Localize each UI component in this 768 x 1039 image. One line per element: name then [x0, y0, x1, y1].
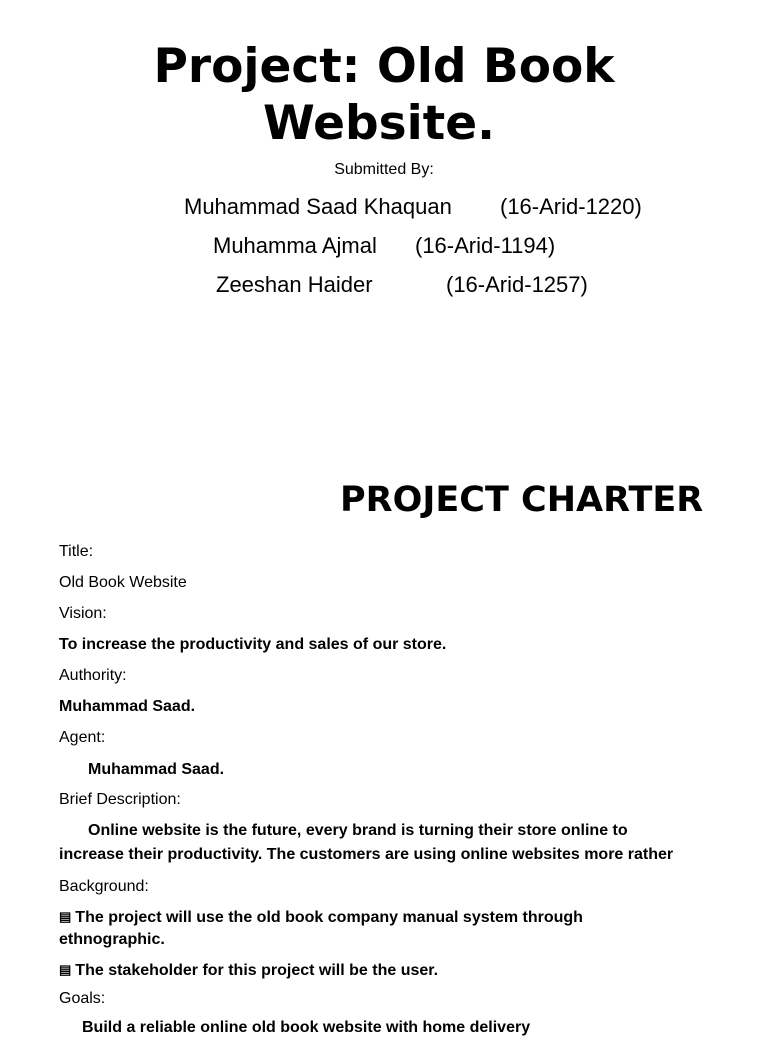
bullet-icon: ▤	[59, 909, 72, 924]
brief-description-label: Brief Description:	[59, 791, 181, 808]
submitted-by-label: Submitted By:	[334, 161, 434, 178]
agent-label: Agent:	[59, 729, 106, 746]
bullet-icon: ▤	[59, 962, 72, 977]
member-id: (16-Arid-1220)	[500, 194, 642, 219]
goals-label: Goals:	[59, 990, 106, 1007]
goals-item-partial: Build a reliable online old book website with home delivery	[82, 1019, 531, 1036]
background-item-continued: ethnographic.	[59, 931, 165, 948]
brief-description-line: increase their productivity. The customers are using online websites more rather	[59, 846, 674, 863]
background-item-text: The stakeholder for this project will be the user.	[75, 962, 439, 979]
title-value: Old Book Website	[59, 574, 187, 591]
title-line-2: Website.	[263, 96, 495, 151]
document-title	[0, 38, 768, 152]
member-name: Zeeshan Haider	[216, 272, 373, 297]
member-name: Muhamma Ajmal	[213, 233, 377, 258]
brief-description-line: Online website is the future, every brand is turning their store online to	[88, 822, 628, 839]
background-item-text: The project will use the old book company manual system through	[75, 909, 583, 926]
agent-value: Muhammad Saad.	[88, 761, 225, 778]
member-name: Muhammad Saad Khaquan	[184, 194, 452, 219]
background-item	[59, 958, 719, 982]
authority-value: Muhammad Saad.	[59, 698, 196, 715]
authority-label: Authority:	[59, 667, 127, 684]
charter-heading: PROJECT CHARTER	[340, 480, 704, 520]
title-label: Title:	[59, 543, 94, 560]
vision-label: Vision:	[59, 605, 107, 622]
vision-value: To increase the productivity and sales of our store.	[59, 636, 447, 653]
title-line-1: Project: Old Book	[153, 39, 615, 94]
member-id: (16-Arid-1257)	[446, 272, 588, 297]
background-item	[59, 905, 719, 929]
member-id: (16-Arid-1194)	[415, 233, 556, 258]
background-label: Background:	[59, 878, 149, 895]
